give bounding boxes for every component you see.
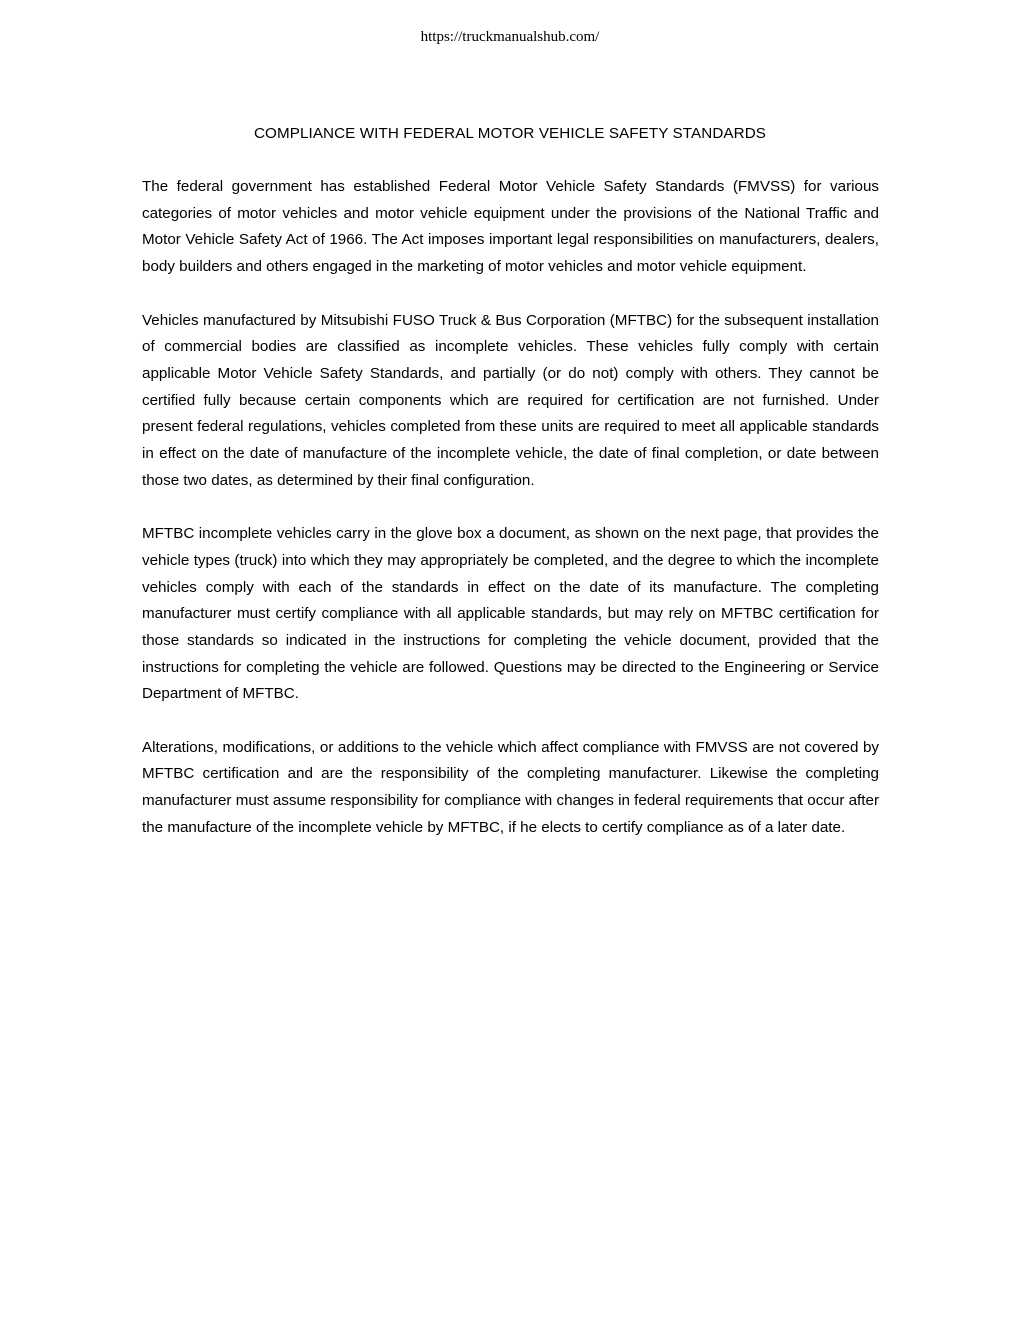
paragraph-incomplete-vehicles: Vehicles manufactured by Mitsubishi FUSO Truck & Bus Corporation (MFTBC) for the subsequent installation of commercial bodies are classified as incomplete vehicles. These vehicles fully comply with certain applicable Motor Vehicle Safety Standards, and partially (or do not) comply with others. They cannot be certified fully because certain components which are required for certification are not furnished. Under present federal regulations, vehicles completed from these units are required to meet all applicable standards in effect on the date of manufacture of the incomplete vehicle, the date of final completion, or date between those two dates, as determined by their final configuration. bbox=[142, 311, 879, 489]
paragraph-fmvss-overview: The federal government has established Federal Motor Vehicle Safety Standards (FMVSS) for various categories of motor vehicles and motor vehicle equipment under the provisions of the National Traffic and Motor Vehicle Safety Act of 1966. The Act imposes important legal responsibilities on manufacturers, dealers, body builders and others engaged in the marketing of motor vehicles and motor vehicle equipment. bbox=[142, 178, 879, 276]
page-title: COMPLIANCE WITH FEDERAL MOTOR VEHICLE SAFETY STANDARDS bbox=[253, 125, 766, 142]
header-url: https://truckmanualshub.com/ bbox=[420, 29, 600, 45]
paragraph-glove-box-document: MFTBC incomplete vehicles carry in the glove box a document, as shown on the next page, that provides the vehicle types (truck) into which they may appropriately be completed, and the degree to which the incomplete vehicles comply with each of the standards in effect on the date of its manufacture. The completing manufacturer must certify compliance with all applicable standards, but may rely on MFTBC certification for those standards so indicated in the instructions for completing the vehicle document, provided that the instructions for completing the vehicle are followed. Questions may be directed to the Engineering or Service Department of MFTBC. bbox=[142, 525, 879, 703]
paragraph-alterations: Alterations, modifications, or additions to the vehicle which affect compliance with FMVSS are not covered by MFTBC certification and are the responsibility of the completing manufacturer. Likewise the completing manufacturer must assume responsibility for compliance with changes in federal requirements that occur after the manufacture of the incomplete vehicle by MFTBC, if he elects to certify compliance as of a later date. bbox=[142, 738, 879, 836]
document-body bbox=[142, 174, 879, 868]
